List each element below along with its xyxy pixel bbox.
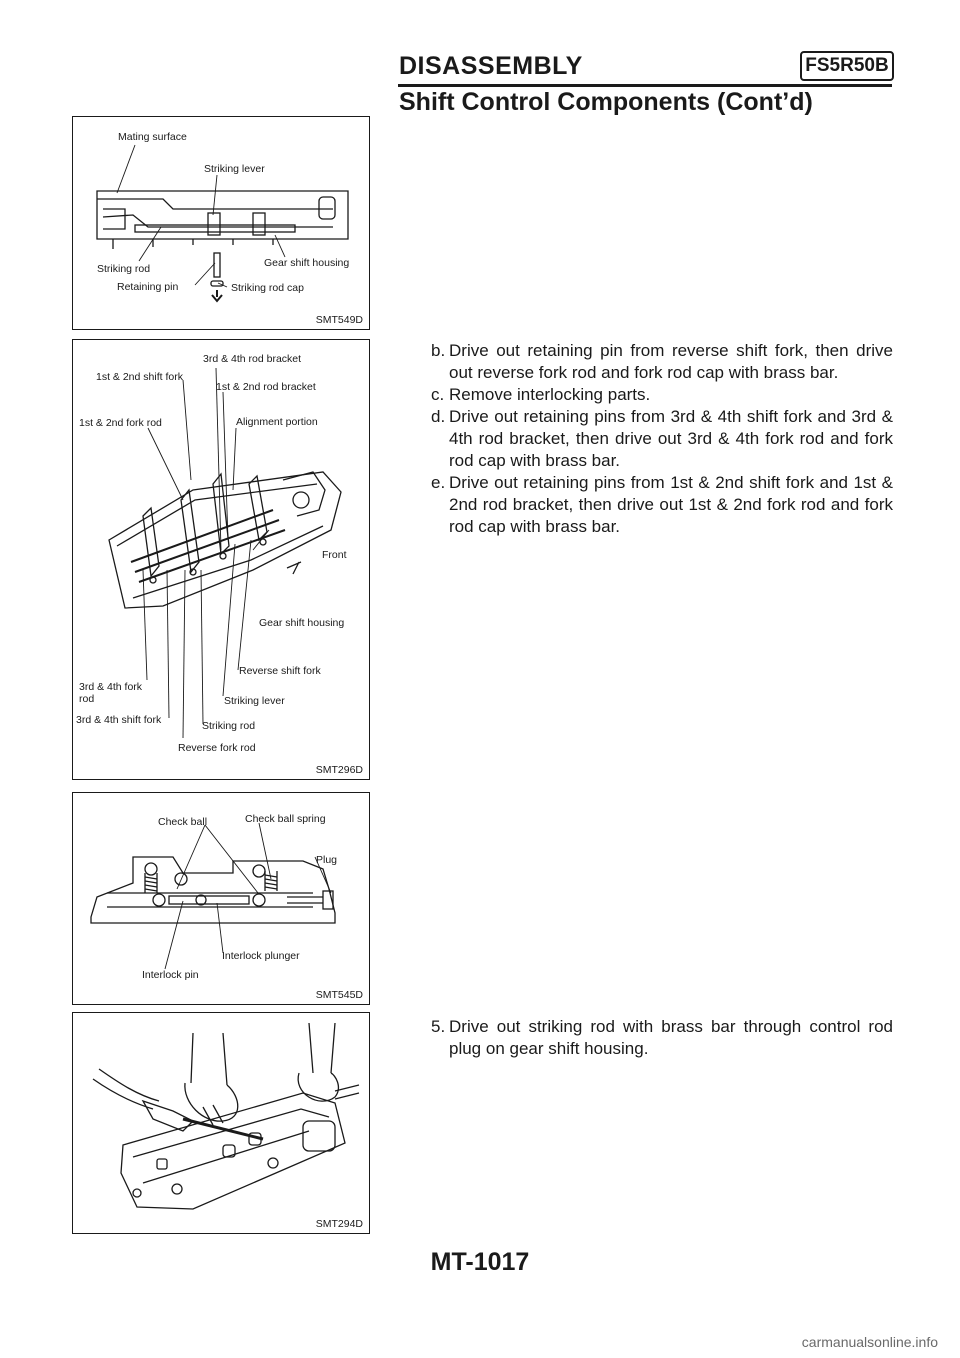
label-front: Front xyxy=(322,549,347,561)
label-34-fork-rod: 3rd & 4th fork xyxy=(79,681,143,693)
label-retaining-pin: Retaining pin xyxy=(117,281,179,293)
section-subtitle: Shift Control Components (Cont’d) xyxy=(399,88,813,116)
step-e: e. Drive out retaining pins from 1st & 2nd shift fork and 1st & 2nd rod bracket, then drive out 1st & 2nd fork rod and fork rod cap with brass bar. xyxy=(431,473,893,536)
page-number: MT-1017 xyxy=(430,1248,530,1276)
label-34-shift-fork: 3rd & 4th shift fork xyxy=(76,714,162,726)
label-34-rod-bracket: 3rd & 4th rod bracket xyxy=(203,353,302,365)
step-d: d. Drive out retaining pins from 3rd & 4th shift fork and 3rd & 4th rod bracket, then drive out 3rd & 4th fork rod and fork rod cap with brass bar. xyxy=(431,407,893,470)
striking-rod-diagram xyxy=(73,117,370,330)
label-34-fork-rod-2: rod xyxy=(79,693,95,705)
label-12-fork-rod: 1st & 2nd fork rod xyxy=(79,417,162,429)
figure-code: SMT296D xyxy=(315,764,363,776)
label-alignment-portion: Alignment portion xyxy=(236,416,318,428)
header-rule xyxy=(398,84,892,87)
figure-check-ball xyxy=(72,792,370,1005)
figure-code: SMT545D xyxy=(315,989,363,1001)
step-b: b. Drive out retaining pin from reverse shift fork, then drive out reverse fork rod and fork rod cap with brass bar. xyxy=(431,341,893,382)
step-5: 5. Drive out striking rod with brass bar through control rod plug on gear shift housing. xyxy=(431,1017,893,1058)
figure-code: SMT549D xyxy=(315,314,363,326)
label-interlock-pin: Interlock pin xyxy=(142,969,199,981)
label-mating-surface: Mating surface xyxy=(118,131,187,143)
procedure-steps-1 xyxy=(431,340,893,538)
label-striking-rod-cap: Striking rod cap xyxy=(231,282,304,294)
label-reverse-fork-rod: Reverse fork rod xyxy=(178,742,256,754)
label-check-ball: Check ball xyxy=(158,816,208,828)
label-striking-rod: Striking rod xyxy=(202,720,256,732)
drive-out-illustration xyxy=(73,1013,370,1234)
procedure-steps-2 xyxy=(431,1016,893,1060)
figure-drive-out-striking-rod xyxy=(72,1012,370,1234)
figure-code: SMT294D xyxy=(315,1218,363,1230)
figure-shift-forks xyxy=(72,339,370,780)
label-striking-lever: Striking lever xyxy=(224,695,285,707)
label-gear-shift-housing: Gear shift housing xyxy=(259,617,345,629)
watermark: carmanualsonline.info xyxy=(801,1334,938,1350)
label-reverse-shift-fork: Reverse shift fork xyxy=(239,665,321,677)
label-12-shift-fork: 1st & 2nd shift fork xyxy=(96,371,183,383)
label-striking-lever: Striking lever xyxy=(204,163,265,175)
label-gear-shift-housing: Gear shift housing xyxy=(264,257,350,269)
model-badge: FS5R50B xyxy=(800,51,894,81)
label-12-rod-bracket: 1st & 2nd rod bracket xyxy=(216,381,316,393)
label-interlock-plunger: Interlock plunger xyxy=(222,950,300,962)
label-check-ball-spring: Check ball spring xyxy=(245,813,326,825)
label-plug: Plug xyxy=(316,854,338,866)
step-c: c. Remove interlocking parts. xyxy=(431,385,651,404)
figure-striking-rod xyxy=(72,116,370,330)
label-striking-rod: Striking rod xyxy=(97,263,151,275)
section-title: DISASSEMBLY xyxy=(399,52,583,80)
